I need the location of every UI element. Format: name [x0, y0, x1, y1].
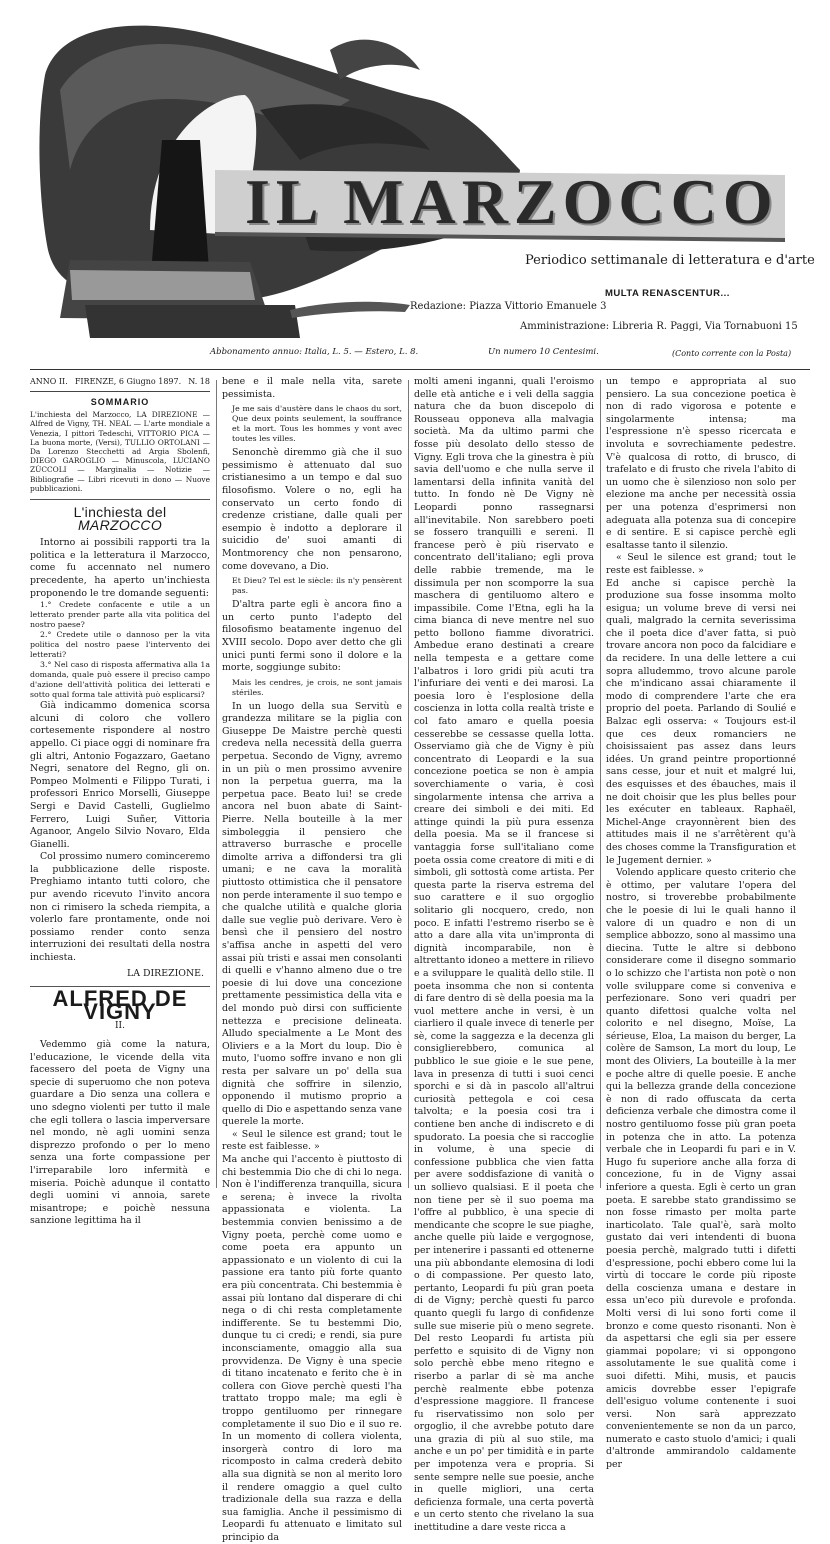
inchiesta-heading	[30, 506, 210, 531]
column-1	[30, 376, 210, 1227]
newspaper-subtitle: Periodico settimanale di letteratura e d'arte	[525, 253, 815, 268]
inchiesta-signature: LA DIREZIONE.	[126, 967, 204, 979]
inchiesta-paragraph: Già indicammo domenica scorsa alcuni di coloro che vollero cortesemente rispondere al nostro appello. Ci piace oggi di nominare fra gli altri, Antonio Fogazzaro, Gaetano Negri, senatore del Regno, gli on. Pompeo Molmenti e Filippo Turati, i professori Enrico Morselli, Giuseppe Sergi e David Castelli, Guglielmo Ferrero, Luigi Suñer, Vittoria Aganoor, Angelo Silvio Novaro, Elda Gianelli.	[30, 700, 210, 850]
vigny-part-number: II.	[115, 1021, 125, 1032]
sommario-text: L'inchiesta del Marzocco, LA DIREZIONE — Alfred de Vigny, TH. NEAL — L'arte mondiale a Venezia, I pittori Tedeschi, VITTORIO PICA — La buona morte, (Versi), TULLIO ORTOLANI — Da Lorenzo Stecchetti ad Argia Sbolenfi, DIEGO GAROGLIO — Minuscola, LUCIANO ZÙCCOLI — Marginalia — Notizie — Bibliografie — Libri ricevuti in dono — Nuove pubblicazioni.	[30, 410, 210, 493]
column-2	[222, 376, 402, 1543]
amministrazione-address: Amministrazione: Libreria R. Paggi, Via Tornabuoni 15	[520, 321, 798, 332]
column-rule	[408, 380, 409, 1188]
vigny-paragraph: Vedemmo già come la natura, l'educazione, le vicende della vita facessero del poeta de Vigny una specie di superuomo che non poteva guardare a Dio senza una collera e uno sdegno violenti per tutto il male che egli tollera o lascia imperversare nel mondo, nè agli uomini senza disprezzo profondo o per lo meno senza una forte compassione per l'irreparabile loro infermità e miseria. Poichè adunque il contatto degli uomini vi annoia, sarete misantrope; e poichè nessuna sanzione legittima ha il	[30, 1039, 210, 1227]
vigny-paragraph: bene e il male nella vita, sarete pessimista.	[222, 376, 402, 400]
divider	[30, 499, 210, 500]
vigny-paragraph: D'altra parte egli è ancora fino a un certo punto l'adepto del filosofismo beatamente ingenuo del XVIII secolo. Dopo aver detto che gli unici punti fermi sono il dolore e la morte, soggiunge subito:	[222, 599, 402, 674]
inchiesta-question-2: 2.° Credete utile o dannoso per la vita politica del nostro paese l'intervento dei letterati?	[30, 630, 210, 660]
inchiesta-heading-title: MARZOCCO	[77, 516, 163, 533]
masthead-rule	[30, 369, 810, 370]
issue-price: Un numero 10 Centesimi.	[488, 347, 599, 357]
masthead	[0, 0, 830, 372]
issue-info	[30, 376, 210, 392]
vigny-paragraph: un tempo e appropriata al suo pensiero. La sua concezione poetica è non di rado vigorosa e potente e singolarmente intensa; ma l'espressione n'è spesso ricercata e involuta e sovrechiamente pedestre. V'è qualcosa di rotto, di brusco, di trafelato e di frusto che rivela l'abito di un uomo che è silenzioso non solo per elezione ma anche per necessità ossia per una potenza d'esprimersi non adeguata alla potenza sua di concepire e di sentire. E si capisce perchè egli esaltasse tanto il silenzio.	[606, 376, 796, 551]
vigny-heading: ALFRED DE VIGNY	[52, 986, 188, 1024]
postal-account-note: (Conto corrente con la Posta)	[672, 349, 792, 358]
column-3	[414, 376, 594, 1534]
vigny-quote: « Seul le silence est grand; tout le reste est faiblesse. »	[606, 552, 796, 576]
column-rule	[216, 380, 217, 1188]
inchiesta-question-1: 1.° Credete confacente e utile a un letterato prender parte alla vita politica del nostro paese?	[30, 600, 210, 630]
vigny-paragraph: Senonchè diremmo già che il suo pessimismo è attenuato dal suo cristianesimo a un tempo e dal suo filosofismo. Volere o no, egli ha conservato un certo fondo di credenze cristiane, dalle quali per esempio è indotto a deplorare il suicidio de' suoi amanti di Montmorency che non pensarono, come dovevano, a Dio.	[222, 447, 402, 572]
inchiesta-paragraph: Col prossimo numero cominceremo la pubblicazione delle risposte. Preghiamo intanto tutti coloro, che pur avendo ricevuto l'invito ancora non ci rimisero la scheda riempita, a volerlo fare prontamente, onde noi possiamo render conto senza interruzioni dei resultati della nostra inchiesta.	[30, 851, 210, 964]
sommario-heading: SOMMARIO	[90, 396, 150, 407]
column-4	[606, 376, 796, 1471]
vigny-quote: Mais les cendres, je crois, ne sont jamais stériles.	[232, 677, 402, 697]
issue-number: N. 18	[188, 377, 210, 386]
subscription-price: Abbonamento annuo: Italia, L. 5. — Estero, L. 8.	[210, 347, 419, 357]
vigny-quote: Et Dieu? Tel est le siècle: ils n'y pensèrent pas.	[232, 576, 402, 596]
inchiesta-question-3: 3.° Nel caso di risposta affermativa alla 1a domanda, quale può essere il preciso campo d'azione dell'attività politica dei letterati e sotto qual forma tale attività può esplicarsi?	[30, 660, 210, 700]
issue-date: FIRENZE, 6 Giugno 1897.	[74, 377, 182, 386]
newspaper-title: IL MARZOCCO	[245, 166, 779, 237]
vigny-paragraph: Volendo applicare questo criterio che è ottimo, per valutare l'opera del nostro, si troverebbe probabilmente che le poesie di lui le quali hanno il valore di un quadro e non di un semplice abbozzo, sono al massimo una diecina. Tutte le altre si debbono considerare come il disegno sommario o lo schizzo che l'artista non potè o non volle sviluppare come si conveniva e perfezionare. Sono veri quadri per quanto difettosi qualche volta nel colorito e nel disegno, Moïse, La sérieuse, Eloa, La maison du berger, La colère de Samson, La mort du loup, Le mont des Oliviers, La bouteille à la mer e poche altre di quelle poesie. E anche qui la bellezza grande della concezione è non di rado offuscata da certa deficienza verbale che dimostra come il nostro gentiluomo fosse più gran poeta in potenza che in atto. La potenza verbale che in Leopardi fu pari e in V. Hugo fu superiore anche alla forza di concezione, fu in de Vigny assai inferiore a questa. Egli è certo un gran poeta. E sarebbe stato grandissimo se non fosse rimasto per molta parte inarticolato. Tale qual'è, sarà molto gustato dai veri intendenti di buona poesia perchè, malgrado tutti i difetti d'espressione, pochi ebbero come lui la virtù di toccare le corde più riposte della coscienza umana e destare in essa un'eco più durevole e profonda. Molti versi di lui sono forti come il bronzo e come questo risonanti. Non è da aspettarsi che egli sia per essere giammai popolare; vi si oppongono assolutamente le sue qualità come i suoi difetti. Mihi, musis, et paucis amicis dovrebbe esser l'epigrafe dell'esiguo volume contenente i suoi versi. Non sarà apprezzato convenientemente se non da un parco, numerato e casto stuolo d'amici; i quali d'altronde ammirandolo caldamente per	[606, 867, 796, 1471]
inchiesta-heading-prefix: L'inchiesta del	[73, 504, 167, 521]
vigny-paragraph: molti ameni inganni, quali l'eroismo delle età antiche e i veli della saggia natura che da buon discepolo di Rousseau opponeva alla malvagia società. Ma da ultimo parmi che fosse più desolato dello stesso de Vigny. Egli trova che la ginestra è più savia dell'uomo e che nulla serve il lamentarsi della infinita vanità del tutto. In fondo nè De Vigny nè Leopardi ponno rassegnarsi all'inevitabile. Non sarebbero poeti se fossero tranquilli e sereni. Il francese però è più riservato e concentrato dell'italiano; egli prova delle rabbie tremende, ma le dissimula per non scomporre la sua maschera di gentiluomo altero e impassibile. Come l'Etna, egli ha la cima bianca di neve mentre nel suo petto bollono fiamme divoratrici. Ambedue erano destinati a creare nella tempesta e a gettare come l'albatros i loro gridi più acuti tra l'infuriare dei venti e dei marosi. La poesia loro è l'esplosione della coscienza in lotta colla realtà triste e col fato amaro e quella poesia cesserebbe se cessasse quella lotta. Osserviamo già che de Vigny è più concentrato di Leopardi e la sua concezione poetica se non è ampia soverchiamente o varia, è così singolarmente intensa che arriva a creare dei simboli e dei miti. Ed attinge quindi la più pura essenza della poesia. Ma se il francese si vantaggia forse sull'italiano come poeta ossia come creatore di miti e di simboli, gli sottostà come artista. Per questa parte la riserva estrema del suo carattere e il suo orgoglio solitario gli nocquero, credo, non poco. E infatti l'estremo riserbo se è atto a dare alla vita un'impronta di dignità incomparabile, non è altrettanto idoneo a mettere in rilievo e a sviluppare le qualità dello stile. Il poeta insomma che non si contenta di fare dentro di sè della poesia ma la vuol mettere anche in versi, è un ciarliero il quale invece di tenerle per sè, come la saggezza e la decenza gli consiglierebbero, comunica al pubblico le sue gioie e le sue pene, lava in presenza di tutti i suoi cenci sporchi e si dà in pascolo all'altrui curiosità pettegola e coi cesa talvolta; e la poesia cosi tra i contiene ben anche di indiscreto e di spudorato. La poesia che si raccoglie in volume, è una specie di confessione pubblica che vien fatta per avere soddisfazione di vanità o un sollievo qualsiasi. E il poeta che non tiene per sè il suo poema ma l'offre al pubblico, è una specie di mendicante che scopre le sue piaghe, anche quelle più laide e vergognose, per intenerire i passanti ed ottenerne una più abbondante elemosina di lodi o di compassione. Per questo lato, pertanto, Leopardi fu più gran poeta di de Vigny; perchè questi fu parco quanto quegli fu largo di confidenze sulle sue miserie più o meno segrete. Del resto Leopardi fu artista più perfetto e squisito di de Vigny non solo perchè ebbe meno ritegno e riserbo a parlar di sè ma anche perchè realmente ebbe potenza d'espressione maggiore. Il francese fu riservatissimo non solo per orgoglio, il che avrebbe potuto dare una grazia di più al suo stile, ma anche e un po' per timidità e in parte per impotenza vera e propria. Si sente sempre nelle sue poesie, anche in quelle migliori, una certa deficienza formale, una certa povertà e un certo stento che rivelano la sua inettitudine a dare veste ricca a	[414, 376, 594, 1534]
vigny-quote: « Seul le silence est grand; tout le reste est faiblesse. »	[222, 1128, 402, 1153]
column-rule	[600, 380, 601, 1188]
vigny-paragraph: In un luogo della sua Servitù e grandezza militare se la piglia con Giuseppe De Maistre perchè questi credeva nella necessità della guerra perpetua. Secondo de Vigny, avremo in un più o men prossimo avvenire non la perpetua guerra, ma la perpetua pace. Beato lui! se crede ancora nel buon abate di Saint-Pierre. Nella bouteille à la mer simboleggia il pensiero che attraverso burrasche e procelle dimolte arriva a diffondersi tra gli umani; e ne cava la moralità piuttosto ottimistica che il pensatore non perde interamente il suo tempo e che qualche utilità e qualche gloria dalle sue veglie può derivare. Vero è bensì che il pensiero del nostro s'affisa anche in aspetti del vero assai più tristi e assai men consolanti di quelli e v'hanno almeno due o tre poesie di lui dove una concezione prettamente pessimistica della vita e del mondo può dirsi con sufficiente nettezza e precisione delineata. Alludo specialmente a Le Mont des Oliviers e a la Mort du loup. Dio è muto, l'uomo soffre invano e non gli resta per salvare un po' della sua dignità che soffrire in silenzio, opponendo il mutismo proprio a quello di Dio e aspettando senza vane querele la morte.	[222, 700, 402, 1128]
motto: MULTA RENASCENTUR...	[605, 288, 730, 299]
vigny-quote: Je me sais d'austère dans le chaos du sort, Que deux points seulement, la souffrance et la mort. Tous les hommes y vont avec toutes les villes.	[232, 404, 402, 444]
inchiesta-intro: Intorno ai possibili rapporti tra la politica e la letteratura il Marzocco, come fu accennato nel numero precedente, ha aperto un'inchiesta proponendo le tre domande seguenti:	[30, 537, 210, 599]
vigny-paragraph: Ma anche qui l'accento è piuttosto di chi bestemmia Dio che di chi lo nega. Non è l'indifferenza tranquilla, sicura e serena; è invece la rivolta appassionata e violenta. La bestemmia convien benissimo a de Vigny poeta, perchè come uomo e come poeta era appunto un appassionato e un violento di cui la passione era tanto più forte quanto era più concentrata. Chi bestemmia è assai più lontano dal disperare di chi nega o di chi resta completamente indifferente. Se tu bestemmi Dio, dunque tu ci credi; e rendi, sia pure inconsciamente, omaggio alla sua provvidenza. De Vigny è una specie di titano incatenato e ferito che è in collera con Giove perchè questi l'ha trattato troppo male; ma egli è troppo gentiluomo per rinnegare completamente il suo Dio e il suo re. In un momento di collera violenta, insorgerà contro di loro ma ricomposto in calma crederà debito alla sua dignità se non al merito loro il rendere omaggio a quel culto tradizionale della sua razza e della sua famiglia. Anche il pessimismo di Leopardi fu attenuato e limitato sul principio da	[222, 1154, 402, 1543]
vigny-paragraph: Ed anche si capisce perchè la produzione sua fosse insomma molto esigua; un volume breve di versi nei quali, malgrado la cernita severissima che il poeta dice d'aver fatta, si può trovare ancora non poco da falcidiare e da recidere. In una delle lettere a cui sopra alludemmo, trovo alcune parole che m'indicano assai chiaramente il modo di comprendere l'arte che era proprio del poeta. Parlando di Soulié e Balzac egli osserva: « Toujours est-il que ces deux romanciers ne choisissaient pas assez dans leurs idées. Un grand peintre proportionné sans cesse, jour et nuit et malgré lui, des esquisses et des ébauches, mais il ne doit choisir que les plus belles pour les exécuter en tableaux. Raphaël, Michel-Ange crayonnèrent bien des attitudes mais il ne s'arrêtèrent qu'à des choses comme la Transfiguration et le Jugement dernier. »	[606, 577, 796, 866]
redazione-address: Redazione: Piazza Vittorio Emanuele 3	[410, 301, 607, 312]
issue-year: ANNO II.	[30, 377, 68, 386]
